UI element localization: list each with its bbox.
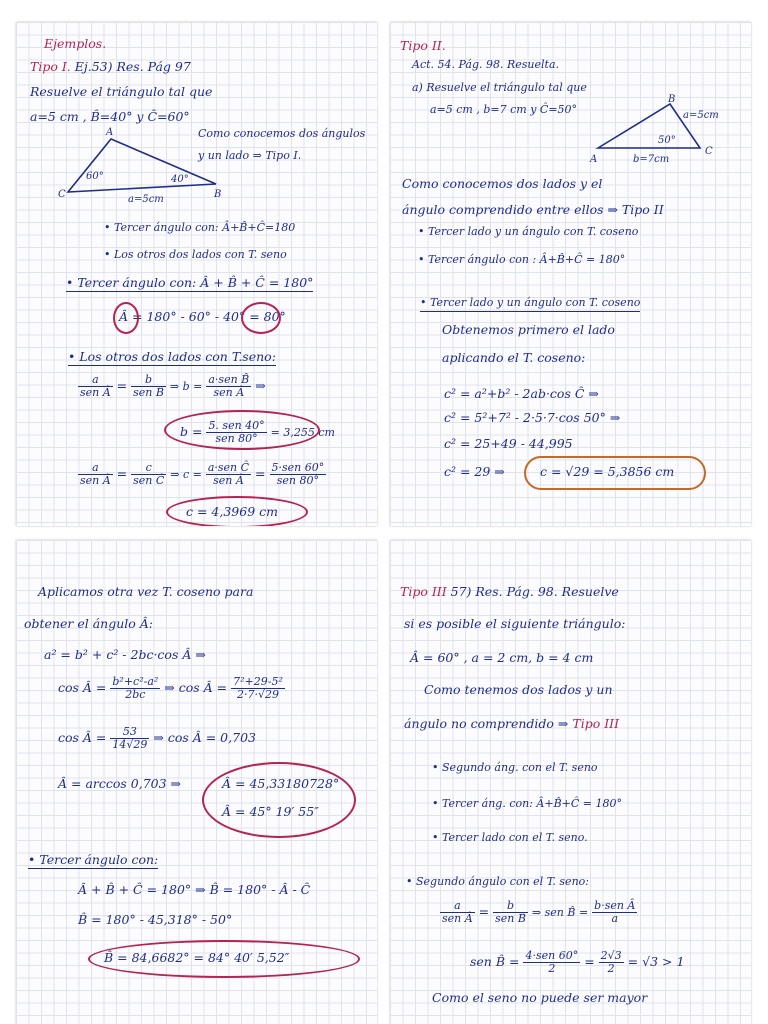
angle-b-label: 40°: [171, 174, 189, 185]
notebook-page-2: [390, 22, 751, 526]
result-text: = √3 > 1: [627, 954, 685, 969]
circle-mark: [164, 410, 320, 450]
formula-lhs: sen B̂ =: [470, 954, 520, 969]
vertex-c-label: C: [58, 189, 66, 200]
note-line-1: Como conocemos dos ángulos: [198, 127, 366, 140]
implication: ⇒ c =: [170, 468, 202, 481]
section-heading-second-angle: • Segundo ángulo con el T. seno:: [406, 875, 589, 888]
exercise-header: [400, 584, 619, 599]
notebook-page-1: [16, 22, 377, 526]
reason-line-1: Como conocemos dos lados y el: [402, 176, 603, 191]
reason-line-2: ángulo comprendido entre ellos ⇒ Tipo II: [402, 202, 664, 217]
step-bullet-1: • Tercer ángulo con: Â+B̂+Ĉ=180: [104, 221, 296, 234]
side-b-value: = 3,255 cm: [270, 426, 335, 439]
sine-rule-b: $\frac{a}{\text{sen Â}}$ = $\frac{b}{\text{sen B̂}}$ ⇒ b = $\frac{\text{a·sen B̂}}{\text{sen Â}}$ ⇒: [80, 373, 266, 399]
frac-den: sen Â: [213, 474, 244, 487]
angle-a-result: 80°: [263, 309, 286, 324]
angle-b-result: B̂ = 84,6682° = 84° 40′ 5,52″: [104, 950, 290, 965]
vertex-a-label: A: [590, 154, 598, 165]
frac-num: 4·sen 60°: [525, 949, 579, 962]
section-heading-third-angle: • Tercer ángulo con:: [28, 852, 159, 867]
frac-num: 53: [110, 726, 149, 739]
exercise-ref: Act. 54. Pág. 98. Resuelta.: [412, 58, 560, 71]
frac-num: 2√3: [600, 949, 622, 962]
frac-den: a: [611, 912, 619, 925]
section-heading-sides: • Los otros dos lados con T.seno:: [68, 349, 276, 364]
angle-a-expression: = 180° - 60° - 40° =: [132, 309, 260, 324]
side-c-result: c = √29 = 5,3856 cm: [540, 464, 675, 479]
frac-den: sen B̂: [495, 912, 526, 925]
implication: ⇒ b =: [169, 380, 203, 393]
vertex-b-label: B: [214, 189, 222, 200]
frac-num: c: [131, 462, 166, 475]
reason-line-1: Como tenemos dos lados y un: [424, 682, 613, 697]
step-bullet-3: • Tercer lado con el T. seno.: [432, 831, 588, 844]
triangle-figure: [588, 96, 738, 166]
cosine-step-3: c² = 25+49 - 44,995: [444, 436, 573, 451]
cosine-step-2: c² = 5²+7² - 2·5·7·cos 50° ⇒: [444, 410, 621, 425]
circle-mark: [166, 496, 308, 526]
cosine-step-1: c² = a²+b² - 2ab·cos Ĉ ⇒: [444, 386, 599, 401]
formula-lhs: cos Â =: [58, 680, 107, 695]
side-a-label: a=5cm: [128, 194, 164, 205]
frac-den: sen 80°: [276, 474, 319, 487]
statement-line: a) Resuelve el triángulo tal que: [412, 81, 587, 94]
note-line-2: y un lado ⇒ Tipo I.: [198, 149, 302, 162]
angle-b-expression: B̂ = 180° - 45,318° - 50°: [78, 912, 233, 927]
circle-mark: [241, 302, 281, 334]
side-a-label: a=5cm: [683, 110, 719, 121]
implication: ⇒ cos Â = 0,703: [153, 730, 256, 745]
frac-num: 5·sen 60°: [271, 461, 325, 474]
explanation-line-2: aplicando el T. coseno:: [442, 350, 586, 365]
step-bullet-1: • Tercer lado y un ángulo con T. coseno: [418, 225, 639, 238]
frac-den: 2·7·√29: [237, 688, 279, 701]
angle-a-symbol: Â: [119, 309, 129, 324]
tipo-label: Tipo II.: [400, 38, 446, 53]
implication-arrow: ⇒: [255, 378, 266, 393]
side-b-label: b=7cm: [633, 154, 670, 165]
statement-line: si es posible el siguiente triángulo:: [404, 616, 626, 631]
exercise-header: [30, 59, 191, 74]
intro-line-1: Aplicamos otra vez T. coseno para: [38, 584, 254, 599]
side-c-result: c = 4,3969 cm: [186, 504, 278, 519]
frac-num: 5. sen 40°: [208, 419, 265, 432]
cos-a-value: [58, 726, 256, 751]
frac-num: 7²+29-5²: [233, 675, 283, 688]
explanation-line-1: Obtenemos primero el lado: [442, 322, 615, 337]
section-heading-third-angle: • Tercer ángulo con: Â + B̂ + Ĉ = 180°: [66, 275, 314, 290]
circle-mark: [113, 302, 139, 334]
intro-line-2: obtener el ángulo Â:: [24, 616, 154, 631]
tipo-label: Tipo III: [400, 584, 447, 599]
cosine-step-4: c² = 29 ⇒: [444, 464, 505, 479]
frac-den: 2: [607, 962, 615, 975]
step-bullet-2: • Los otros dos lados con T. seno: [104, 248, 287, 261]
equals-sign: =: [584, 954, 595, 969]
formula-lhs: cos Â =: [58, 730, 107, 745]
frac-num: a·sen B̂: [208, 373, 250, 386]
angle-a-dms: Â = 45° 19′ 55″: [222, 804, 319, 819]
cos-a-formula: [58, 676, 285, 701]
given-data: a=5 cm , B̂=40° y Ĉ=60°: [30, 109, 190, 124]
reason-text: ángulo no comprendido ⇒: [404, 716, 569, 731]
frac-den: sen B̂: [133, 386, 164, 399]
frac-den: 2: [548, 962, 556, 975]
frac-den: sen Â: [213, 386, 245, 399]
frac-num: a·sen Ĉ: [207, 461, 250, 474]
result-lhs: b =: [180, 424, 203, 439]
frac-den: sen Â: [80, 386, 111, 399]
frac-num: b: [131, 374, 166, 387]
arccos-step: Â = arccos 0,703 ⇒: [58, 776, 182, 791]
frac-den: 14√29: [112, 738, 148, 751]
implication: ⇒ sen B̂ =: [531, 906, 589, 919]
implication: ⇒ cos Â =: [164, 680, 228, 695]
circle-mark: [524, 456, 706, 490]
angle-label: 50°: [658, 135, 676, 146]
notebook-page-3: [16, 540, 377, 1024]
conclusion-line: Como el seno no puede ser mayor: [432, 990, 648, 1005]
vertex-a-label: A: [106, 127, 114, 138]
sen-b-value: [470, 950, 684, 975]
section-heading-third-side: • Tercer lado y un ángulo con T. coseno: [420, 295, 640, 312]
frac-num: b²+c²-a²: [112, 675, 159, 688]
frac-den: 2bc: [125, 688, 146, 701]
step-bullet-2: • Tercer áng. con: Â+B̂+Ĉ = 180°: [432, 797, 622, 810]
circle-mark: [88, 940, 360, 978]
frac-num: a: [78, 462, 113, 475]
vertex-c-label: C: [705, 146, 713, 157]
tipo-label: Tipo I.: [30, 59, 71, 74]
frac-den: sen 80°: [215, 432, 258, 445]
equals-sign: =: [255, 466, 266, 481]
step-bullet-1: • Segundo áng. con el T. seno: [432, 761, 598, 774]
exercise-ref: Ej.53) Res. Pág 97: [74, 59, 191, 74]
sine-rule: $\frac{a}{\text{sen Â}}$ = $\frac{b}{\text{sen B̂}}$ ⇒ sen B̂ = $\frac{\text{b·sen Â}}{a}$: [442, 899, 636, 925]
notebook-page-4: [390, 540, 751, 1024]
reason-line-2: [404, 716, 619, 731]
statement-line: Resuelve el triángulo tal que: [30, 84, 213, 99]
frac-num: a: [78, 374, 113, 387]
circle-mark: [202, 762, 356, 838]
vertex-b-label: B: [668, 94, 676, 105]
frac-num: b: [493, 900, 528, 913]
given-data: a=5 cm , b=7 cm y Ĉ=50°: [430, 103, 578, 116]
frac-den: sen Â: [80, 474, 111, 487]
angle-c-label: 60°: [86, 171, 104, 182]
cosine-law: a² = b² + c² - 2bc·cos Â ⇒: [44, 647, 206, 662]
tipo-iii-label: Tipo III: [572, 716, 620, 731]
frac-num: b·sen Â: [594, 899, 636, 912]
angle-a-decimal: Â = 45,33180728°: [222, 776, 340, 791]
frac-num: a: [440, 900, 475, 913]
heading-ejemplos: Ejemplos.: [44, 36, 107, 51]
exercise-ref: 57) Res. Pág. 98. Resuelve: [450, 584, 619, 599]
angle-sum: Â + B̂ + Ĉ = 180° ⇒ B̂ = 180° - Â - Ĉ: [78, 882, 311, 897]
sine-rule-c: $\frac{a}{\text{sen Â}}$ = $\frac{c}{\text{sen Ĉ}}$ ⇒ c = $\frac{\text{a·sen Ĉ}}{\text{sen Â}}$ = $\frac{\text{5·sen 60°}}{\text{sen 80°}}$: [80, 461, 325, 487]
given-data: Â = 60° , a = 2 cm, b = 4 cm: [410, 650, 594, 665]
frac-den: sen Â: [442, 912, 473, 925]
step-bullet-2: • Tercer ángulo con : Â+B̂+Ĉ = 180°: [418, 253, 626, 266]
frac-den: sen Ĉ: [133, 474, 165, 487]
